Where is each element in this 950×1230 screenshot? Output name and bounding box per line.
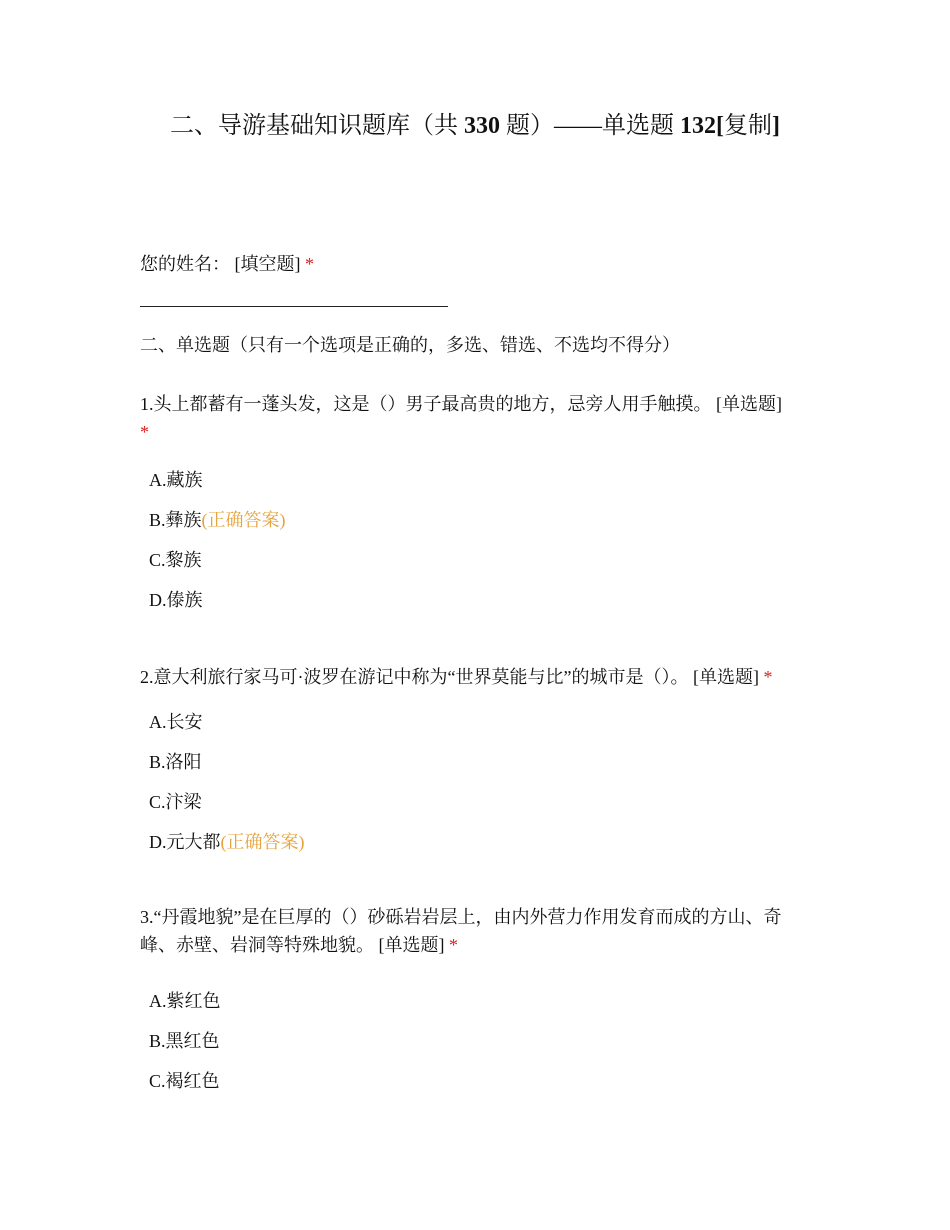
title-number: 132[	[680, 113, 724, 139]
required-mark: *	[763, 667, 773, 687]
question-3-type: [单选题]	[378, 935, 445, 955]
question-1	[140, 390, 812, 446]
required-mark: *	[140, 422, 149, 442]
question-2-text: 2.意大利旅行家马可·波罗在游记中称为“世界莫能与比”的城市是（）。	[140, 667, 689, 687]
q1-option-d[interactable]: D.傣族	[149, 590, 203, 610]
question-2	[140, 663, 820, 691]
page-title	[0, 110, 950, 142]
correct-answer-note: (正确答案)	[201, 510, 286, 530]
title-copy-label: 复制	[724, 113, 772, 139]
question-3-text-line2: 峰、赤壁、岩洞等特殊地貌。	[140, 935, 374, 955]
name-question-type: [填空题]	[234, 254, 301, 274]
question-3	[140, 903, 820, 959]
question-1-type: [单选题]	[716, 394, 782, 414]
required-mark: *	[305, 254, 314, 274]
name-label: 您的姓名：	[140, 254, 230, 274]
q3-option-c[interactable]: C.褐红色	[149, 1071, 220, 1091]
q2-option-b[interactable]: B.洛阳	[149, 752, 202, 772]
q2-option-c[interactable]: C.汴梁	[149, 792, 202, 812]
q3-option-b[interactable]: B.黑红色	[149, 1031, 220, 1051]
question-3-text-line1: 3.“丹霞地貌”是在巨厚的（）砂砾岩岩层上，由内外营力作用发育而成的方山、奇	[140, 907, 782, 927]
title-close-bracket: ]	[772, 113, 780, 139]
q1-option-b-label: B.彝族	[149, 510, 202, 530]
name-input-line[interactable]	[140, 306, 448, 307]
title-part-a: 二、导游基础知识题库（共	[170, 113, 464, 139]
q3-option-a[interactable]: A.紫红色	[149, 991, 221, 1011]
q2-option-a[interactable]: A.长安	[149, 712, 203, 732]
title-count: 330	[464, 113, 500, 139]
title-part-b: 题）——单选题	[500, 113, 680, 139]
correct-answer-note: (正确答案)	[220, 832, 305, 852]
question-2-type: [单选题]	[692, 667, 759, 687]
question-1-text: 1.头上都蓄有一蓬头发，这是（）男子最高贵的地方，忌旁人用手触摸。	[140, 394, 712, 414]
q1-option-a[interactable]: A.藏族	[149, 470, 203, 490]
q1-option-c[interactable]: C.黎族	[149, 550, 202, 570]
name-question	[140, 250, 810, 278]
q1-option-b[interactable]	[149, 507, 286, 533]
required-mark: *	[449, 935, 458, 955]
section-heading: 二、单选题（只有一个选项是正确的，多选、错选、不选均不得分）	[140, 335, 680, 355]
q2-option-d[interactable]	[149, 829, 305, 855]
q2-option-d-label: D.元大都	[149, 832, 221, 852]
